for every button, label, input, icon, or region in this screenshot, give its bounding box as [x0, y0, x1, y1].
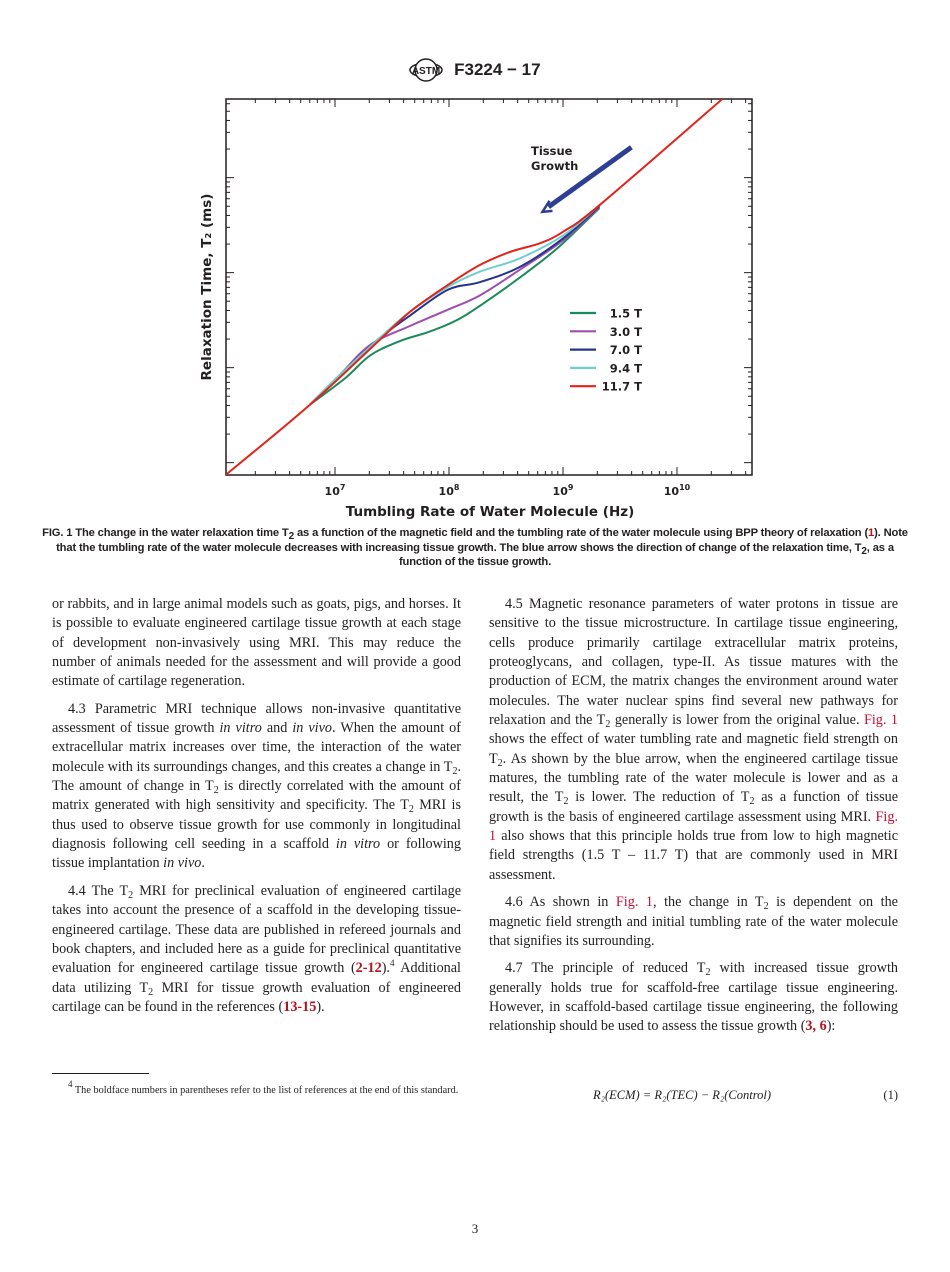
- tick-exponent: 10: [679, 483, 691, 492]
- italic-text: in vivo: [163, 855, 202, 872]
- subscript: 2: [749, 796, 755, 808]
- series-group: [226, 99, 723, 475]
- text-run: or rabbits, and in large animal models such as goats, pigs, and horses. It is possible to evaluate engineered cartilage tissue growth at each stage of development non-invasively using MRI. This may reduce the number of animals needed for the assessment and will provide a good estimate of cartilage regeneration.: [52, 596, 461, 690]
- footnote-text: The boldface numbers in parentheses refer to the list of references at the end of this standard.: [72, 1085, 459, 1096]
- tick-base: 10: [438, 485, 454, 498]
- legend-label: 9.4 T: [609, 361, 642, 376]
- text-run: .: [201, 855, 205, 872]
- italic-text: in vitro: [219, 720, 262, 737]
- text-run: ). Note that the tumbling rate of the water molecule decreases with increasing tissue growth. The blue arrow shows the direction of change of the relaxation time, T: [56, 527, 908, 554]
- x-tick-label: [439, 483, 460, 498]
- text-run: . The amount of change in T: [52, 758, 461, 795]
- text-run: or following tissue implantation: [52, 836, 461, 872]
- tick-exponent: 7: [339, 483, 346, 492]
- paragraph: [52, 700, 461, 874]
- footnote-divider: [52, 1073, 149, 1074]
- subscript: 2: [563, 796, 569, 808]
- subscript: 2: [128, 889, 134, 901]
- subscript: 2: [452, 765, 458, 777]
- text-run: MRI is thus used to observe tissue growth for use commonly in longitudinal diagnosis following cell seeding in a scaffold: [52, 797, 461, 853]
- text-run: is dependent on the magnetic field strength and initial tumbling rate of the water molecule that signifies its surrounding.: [489, 894, 898, 949]
- series-line-11-7-T: [226, 99, 723, 475]
- text-run: 4.3 Parametric MRI technique allows non-invasive quantitative assessment of tissue growth: [52, 700, 461, 737]
- text-run: ).: [381, 960, 390, 977]
- text-run: shows the effect of water tumbling rate and magnetic field strength on T: [489, 731, 898, 767]
- subscript: 2: [763, 901, 769, 913]
- text-run: FIG. 1 The change in the water relaxation time T: [42, 527, 289, 539]
- figure-link[interactable]: Fig. 1: [489, 808, 898, 845]
- text-run: ).: [316, 998, 325, 1015]
- equation-expression: R₂(ECM) = R₂(TEC) − R₂(Control): [593, 1088, 772, 1102]
- subscript: 2: [605, 719, 611, 731]
- subscript: 2: [213, 785, 219, 797]
- footnote-mark: 4: [68, 1079, 73, 1089]
- text-run: is lower. The reduction of T: [568, 789, 750, 806]
- text-run: Additional data utilizing T: [52, 960, 461, 996]
- subscript: 2: [861, 545, 867, 557]
- tick-exponent: 9: [567, 483, 574, 492]
- tick-base: 10: [663, 485, 680, 498]
- reference-link[interactable]: 6: [819, 1018, 827, 1035]
- right-column: [489, 595, 898, 1045]
- equation-number: (1): [883, 1088, 898, 1102]
- text-run: , as a function of the tissue growth.: [398, 541, 894, 569]
- reference-link[interactable]: 13-15: [283, 998, 317, 1015]
- text-run: 4.4 The T: [68, 882, 129, 899]
- text-run: is directly correlated with the amount of matrix generated with high sensitivity and specificity. The T: [52, 778, 461, 814]
- x-axis-label: Tumbling Rate of Water Molecule (Hz): [345, 504, 635, 520]
- text-run: 4.5 Magnetic resonance parameters of water protons in tissue are sensitive to the tissue microstructure. In cartilage tissue engineering, cells produce primarily cartilage extracellular matrix proteins, proteoglycans, and collagen, type-II. As tissue matures with the production of ECM, the matrix changes the environment around water molecules. The water nuclear spins find several new pathways for relaxation and the T: [489, 596, 898, 729]
- left-column: [52, 595, 461, 1025]
- paragraph: [52, 882, 461, 1017]
- text-run: ):: [826, 1018, 836, 1035]
- footnote: [52, 1079, 461, 1098]
- figure-caption: [40, 526, 910, 570]
- figure-link[interactable]: Fig. 1: [615, 894, 653, 911]
- x-tick-label: [664, 483, 691, 498]
- italic-text: in vivo: [292, 720, 333, 737]
- x-tick-label: [553, 483, 574, 498]
- footnote-reference[interactable]: 4: [389, 958, 395, 969]
- paragraph: [489, 595, 898, 885]
- legend-label: 7.0 T: [609, 343, 642, 358]
- subscript: 2: [497, 757, 503, 769]
- tick-exponent: 8: [453, 483, 460, 492]
- legend-label: 1.5 T: [609, 306, 642, 321]
- tick-base: 10: [552, 485, 568, 498]
- text-run: . As shown by the blue arrow, when the engineered cartilage tissue matures, the tumbling rate of the water molecule is lower and as a result, the T: [489, 750, 898, 806]
- text-run: and: [261, 720, 293, 737]
- plot-frame: [226, 99, 752, 475]
- tick-base: 10: [324, 485, 340, 498]
- page-number: 3: [471, 1221, 479, 1236]
- reference-link[interactable]: 1: [868, 527, 875, 539]
- subscript: 2: [705, 967, 711, 979]
- italic-text: in vitro: [335, 836, 381, 853]
- text-run: also shows that this principle holds true from low to high magnetic field strengths (1.5 T – 11.7 T) that are commonly used in MRI assessment.: [489, 828, 898, 883]
- legend-label: 11.7 T: [601, 379, 642, 394]
- y-axis-label: Relaxation Time, T₂ (ms): [199, 193, 215, 381]
- x-tick-label: [325, 483, 346, 498]
- subscript: 2: [408, 804, 414, 816]
- text-run: generally is lower from the original value.: [610, 712, 864, 729]
- subscript: 2: [288, 531, 295, 542]
- legend-label: 3.0 T: [609, 324, 642, 339]
- text-run: as a function of the magnetic field and the tumbling rate of the water molecule using BPP theory of relaxation (: [294, 527, 869, 539]
- subscript: 2: [148, 986, 154, 998]
- figure-link[interactable]: Fig. 1: [863, 712, 899, 729]
- text-run: , the change in T: [653, 894, 764, 911]
- paragraph: [52, 595, 461, 692]
- text-run: with increased tissue growth generally holds true for scaffold-free cartilage tissue engineering. However, in scaffold-based cartilage tissue engineering, the following relationship should be used to assess the tissue growth (: [489, 960, 899, 1035]
- text-run: as a function of tissue growth is the basis of engineered cartilage assessment using MRI.: [489, 789, 899, 825]
- svg-text:ASTM: ASTM: [412, 66, 441, 77]
- paragraph: [489, 893, 898, 951]
- text-run: 4.6 As shown in: [505, 894, 616, 911]
- reference-link[interactable]: 2-12: [355, 960, 382, 977]
- relaxation-time-chart: [0, 0, 950, 520]
- reference-link[interactable]: 3: [805, 1018, 813, 1035]
- text-run: . When the amount of extracellular matrix increases over time, the interaction of the water molecule with its surroundings changes, and this creates a change in T: [52, 720, 461, 775]
- text-run: 4.7 The principle of reduced T: [505, 960, 706, 977]
- text-run: MRI for tissue growth evaluation of engineered cartilage can be found in the references (: [52, 979, 462, 1015]
- document-designation: F3224 − 17: [454, 60, 541, 79]
- annotation-text: Tissue: [531, 144, 573, 158]
- annotation-text: Growth: [531, 159, 579, 173]
- text-run: MRI for preclinical evaluation of engineered cartilage takes into account the presence of a scaffold in the developing tissue-engineered cartilage. These data are published in refereed journals and book chapters, and included here as a guide for preclinical quantitative evaluation for engineered cartilage tissue growth (: [52, 882, 461, 977]
- paragraph: [489, 959, 898, 1036]
- reference-link[interactable]: ,: [812, 1018, 820, 1035]
